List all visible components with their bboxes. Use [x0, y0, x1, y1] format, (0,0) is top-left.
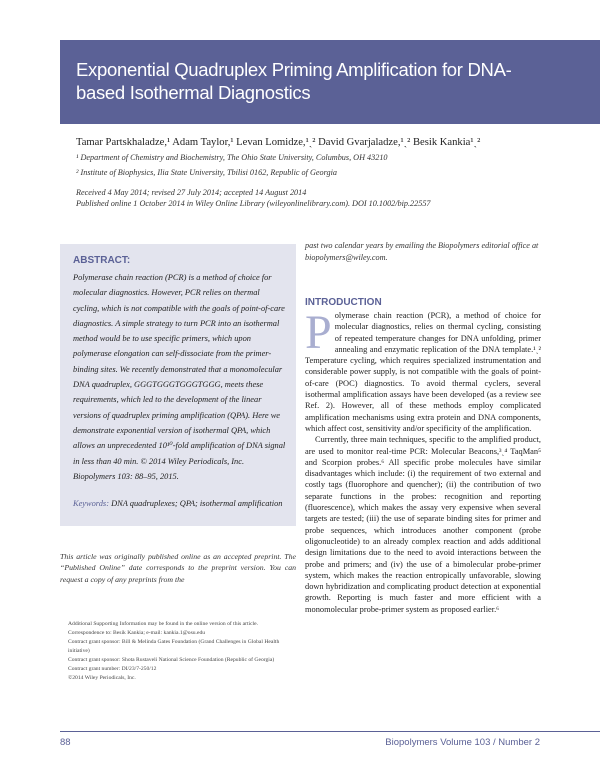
- abstract-heading: ABSTRACT:: [73, 255, 131, 266]
- intro-paragraph-2: Currently, three main techniques, specific to the amplified product, are used to monitor real-time PCR: Molecular Beacons,³ˎ⁴ TaqMan⁵ and Scorpion probes.⁶ All specific probe molecules have similar disadvantages which include: (i) the requirement of two external and costly tags (fluorophore and quencher); (ii) the contribution of two separate functions in the probes: recognition and reporting (fluorescence), which makes the assay very expensive when several targets are tested; (iii) the use of separate binding sites for primer and probe sequences, which introduces another component (probe oligonucleotide) to an already complex reaction and adds additional design limitations due to the need to avoid interactions between the probe and primers; and (iv) the use of a bimolecular probe-primer system, which makes the reaction entropically unfavorable, slowing down hybridization and complicating product detection at exponential growth. Reporting is much faster and more efficient with a monomolecular probe-primer system as proposed earlier.⁶: [305, 435, 541, 614]
- keywords: [73, 496, 287, 511]
- published-info: Published online 1 October 2014 in Wiley Online Library (wileyonlinelibrary.com). DOI 10.1002/bip.22557: [76, 199, 431, 208]
- author-list: Tamar Partskhaladze,¹ Adam Taylor,¹ Levan Lomidze,¹ˎ² David Gvarjaladze,¹ˎ² Besik Kankia¹ˎ²: [76, 137, 481, 148]
- drop-cap: P: [305, 306, 332, 359]
- affiliation-1: ¹ Department of Chemistry and Biochemistry, The Ohio State University, Columbus, OH 43210: [76, 153, 388, 162]
- footer-rule: [60, 731, 600, 732]
- introduction-body: [305, 306, 541, 615]
- footnote-grant-rustaveli: Contract grant sponsor: Shota Rustaveli National Science Foundation (Republic of Georgia): [68, 656, 275, 663]
- keywords-label: Keywords:: [73, 499, 109, 508]
- journal-footer: Biopolymers Volume 103 / Number 2: [385, 737, 540, 748]
- footnote-supporting-info: Additional Supporting Information may be found in the online version of this article.: [68, 621, 258, 627]
- article-title: Exponential Quadruplex Priming Amplification for DNA-based Isothermal Diagnostics: [76, 59, 512, 103]
- received-dates: Received 4 May 2014; revised 27 July 2014; accepted 14 August 2014: [76, 188, 307, 197]
- footnote-correspondence: Correspondence to: Besik Kankia; e-mail: kankia.1@osu.edu: [68, 630, 206, 637]
- keywords-text: DNA quadruplexes; QPA; isothermal amplification: [111, 499, 283, 508]
- intro-paragraph-1: [305, 306, 541, 434]
- preprint-note: This article was originally published online as an accepted preprint. The “Published Online” date corresponds to the preprint version. You can request a copy of any preprints from the: [60, 552, 296, 584]
- footnote-copyright: ©2014 Wiley Periodicals, Inc.: [68, 675, 136, 682]
- page-number: 88: [60, 737, 71, 748]
- intro-paragraph-1-text: olymerase chain reaction (PCR), a method of choice for molecular diagnostics, relies on thermal cycling, consisting of repeated temperature changes for DNA unfolding, primer annealing and enzymatic replication of the DNA template.¹ˎ² Temperature cycling, which requires specialized instrumentation and considerable power supply, is not compatible with the goals of point-of-care (POC) diagnostics. To avoid thermal cyclers, several isothermal amplification assays have been developed (as a review see Ref. 2). However, all of these methods employ complicated amplification mechanisms using extra protein and DNA components, which affect cost, sensitivity and/or specificity of the amplification.: [305, 311, 541, 433]
- title-banner: [60, 40, 600, 124]
- footnotes: [68, 620, 294, 683]
- affiliation-2: ² Institute of Biophysics, Ilia State University, Tbilisi 0162, Republic of Georgia: [76, 168, 337, 177]
- preprint-note-continued: past two calendar years by emailing the Biopolymers editorial office at biopolymers@wiley.com.: [305, 241, 539, 262]
- footnote-grant-gates: Contract grant sponsor: Bill & Melinda Gates Foundation (Grand Challenges in Global Health initiative): [68, 639, 280, 654]
- introduction-heading: INTRODUCTION: [305, 297, 382, 308]
- abstract-text: Polymerase chain reaction (PCR) is a method of choice for molecular diagnostics. However, PCR relies on thermal cycling, which is not compatible with the goals of point-of-care diagnostics. A simple strategy to turn PCR into an isothermal method would be to use specific primers, which upon polymerase elongation can self-dissociate from the primer-binding sites. We recently demonstrated that a monomolecular DNA quadruplex, GGGTGGGTGGGTGGG, meets these requirements, which led to the development of the linear versions of quadruplex priming amplification (QPA). Here we demonstrate exponential version of isothermal QPA, which allows an unprecedented 10¹⁰-fold amplification of DNA signal in less than 40 min. © 2014 Wiley Periodicals, Inc. Biopolymers 103: 88–95, 2015.: [73, 273, 286, 481]
- abstract-box: [60, 244, 296, 526]
- footnote-grant-number: Contract grant number: DI/23/7-250/12: [68, 666, 157, 673]
